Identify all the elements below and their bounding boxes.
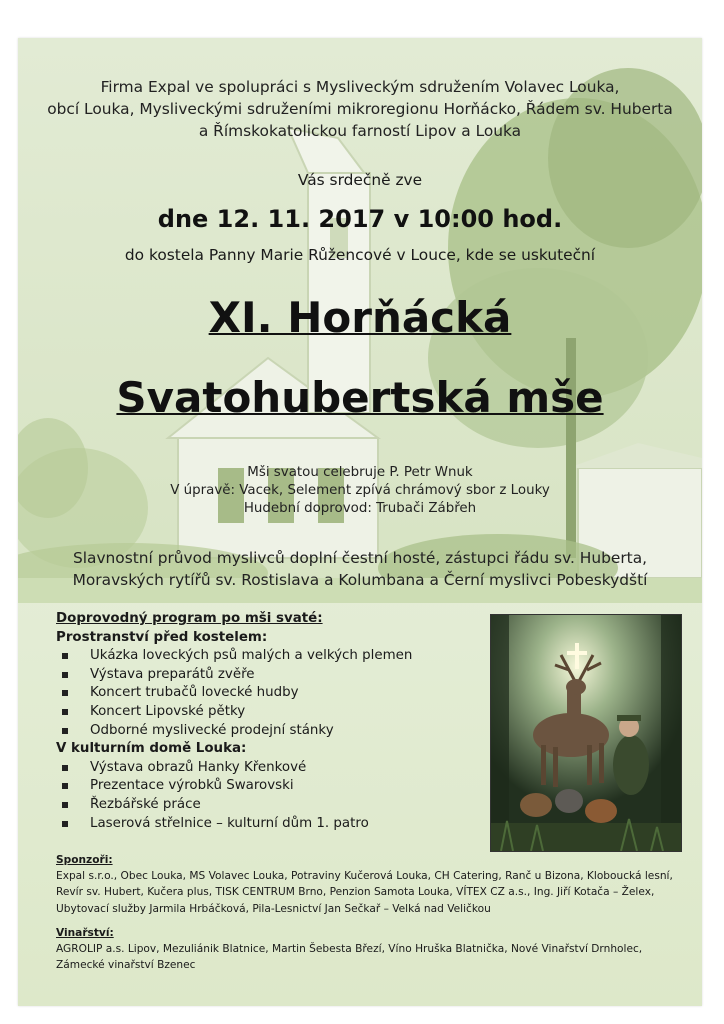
bullet-icon <box>62 728 68 734</box>
poster-sheet <box>18 38 702 1006</box>
bullet-icon <box>62 783 68 789</box>
bullet-icon <box>62 672 68 678</box>
list-item <box>56 647 496 666</box>
sponsors-line: Revír sv. Hubert, Kučera plus, TISK CENTRUM Brno, Penzion Samota Louka, VÍTEX CZ a.s., Ing. Jiří Kotača – Želex, <box>56 886 655 899</box>
bullet-icon <box>62 765 68 771</box>
sponsors-line: Expal s.r.o., Obec Louka, MS Volavec Louka, Potraviny Kučerová Louka, CH Catering, Ranč u Bizona, Kloboucká lesní, <box>56 870 673 883</box>
list-item <box>56 759 496 778</box>
wineries-line: Zámecké vinařství Bzenec <box>56 959 196 972</box>
event-date: dne 12. 11. 2017 v 10:00 hod. <box>157 205 563 233</box>
event-title-line-2: Svatohubertská mše <box>116 373 604 422</box>
list-item-text: Prezentace výrobků Swarovski <box>90 778 294 794</box>
list-item <box>56 703 496 722</box>
list-item <box>56 684 496 703</box>
info-line: Mši svatou celebruje P. Petr Wnuk <box>247 465 473 480</box>
bullet-icon <box>62 802 68 808</box>
list-item <box>56 722 496 741</box>
event-title-line-1: XI. Horňácká <box>208 293 512 342</box>
bullet-icon <box>62 709 68 715</box>
list-item <box>56 796 496 815</box>
list-item-text: Řezbářské práce <box>90 796 201 812</box>
list-item-text: Ukázka loveckých psů malých a velkých plemen <box>90 648 413 664</box>
list-item <box>56 815 496 834</box>
procession-line: Slavnostní průvod myslivců doplní čestní hosté, zástupci řádu sv. Huberta, <box>72 549 648 567</box>
invitation-text: Vás srdečně zve <box>297 171 423 189</box>
list-item-text: Odborné myslivecké prodejní stánky <box>90 722 334 738</box>
intro-line: Firma Expal ve spolupráci s Mysliveckým sdružením Volavec Louka, <box>100 78 620 96</box>
sponsors-heading: Sponzoři: <box>56 854 113 866</box>
list-item-text: Laserová střelnice – kulturní dům 1. patro <box>90 815 369 831</box>
event-venue: do kostela Panny Marie Růžencové v Louce, kde se uskuteční <box>124 246 596 264</box>
intro-line: obcí Louka, Mysliveckými sdruženími mikroregionu Horňácko, Řádem sv. Huberta <box>47 100 673 118</box>
sponsors-section <box>56 852 676 917</box>
hubert-deer-painting <box>490 614 682 852</box>
program-section-title: V kulturním domě Louka: <box>56 741 247 757</box>
intro-line: a Římskokatolickou farností Lipov a Louka <box>198 122 522 140</box>
bullet-icon <box>62 653 68 659</box>
mass-info <box>18 464 702 518</box>
bullet-icon <box>62 821 68 827</box>
info-line: Hudební doprovod: Trubači Zábřeh <box>243 501 477 516</box>
program-section <box>56 610 496 833</box>
info-line: V úpravě: Vacek, Selement zpívá chrámový sbor z Louky <box>170 483 550 498</box>
program-list <box>56 647 496 740</box>
list-item-text: Koncert Lipovské pětky <box>90 703 246 719</box>
wineries-line: AGROLIP a.s. Lipov, Mezuliánik Blatnice, Martin Šebesta Březí, Víno Hruška Blatnička, Nové Vinařství Drnholec, <box>56 943 643 956</box>
wineries-heading: Vinařství: <box>56 927 114 939</box>
procession-text <box>18 547 702 591</box>
list-item-text: Koncert trubačů lovecké hudby <box>90 685 299 701</box>
list-item-text: Výstava preparátů zvěře <box>90 666 255 682</box>
list-item <box>56 666 496 685</box>
sponsors-line: Ubytovací služby Jarmila Hrbáčková, Pila-Lesnictví Jan Sečkař – Velká nad Veličkou <box>56 902 491 915</box>
program-section-title: Prostranství před kostelem: <box>56 629 268 645</box>
list-item <box>56 777 496 796</box>
program-list <box>56 759 496 833</box>
wineries-section <box>56 925 676 974</box>
list-item-text: Výstava obrazů Hanky Křenkové <box>90 759 307 775</box>
intro-text <box>18 76 702 142</box>
program-heading: Doprovodný program po mši svaté: <box>56 611 323 626</box>
bullet-icon <box>62 690 68 696</box>
procession-line: Moravských rytířů sv. Rostislava a Kolumbana a Černí myslivci Pobeskydští <box>72 571 648 589</box>
